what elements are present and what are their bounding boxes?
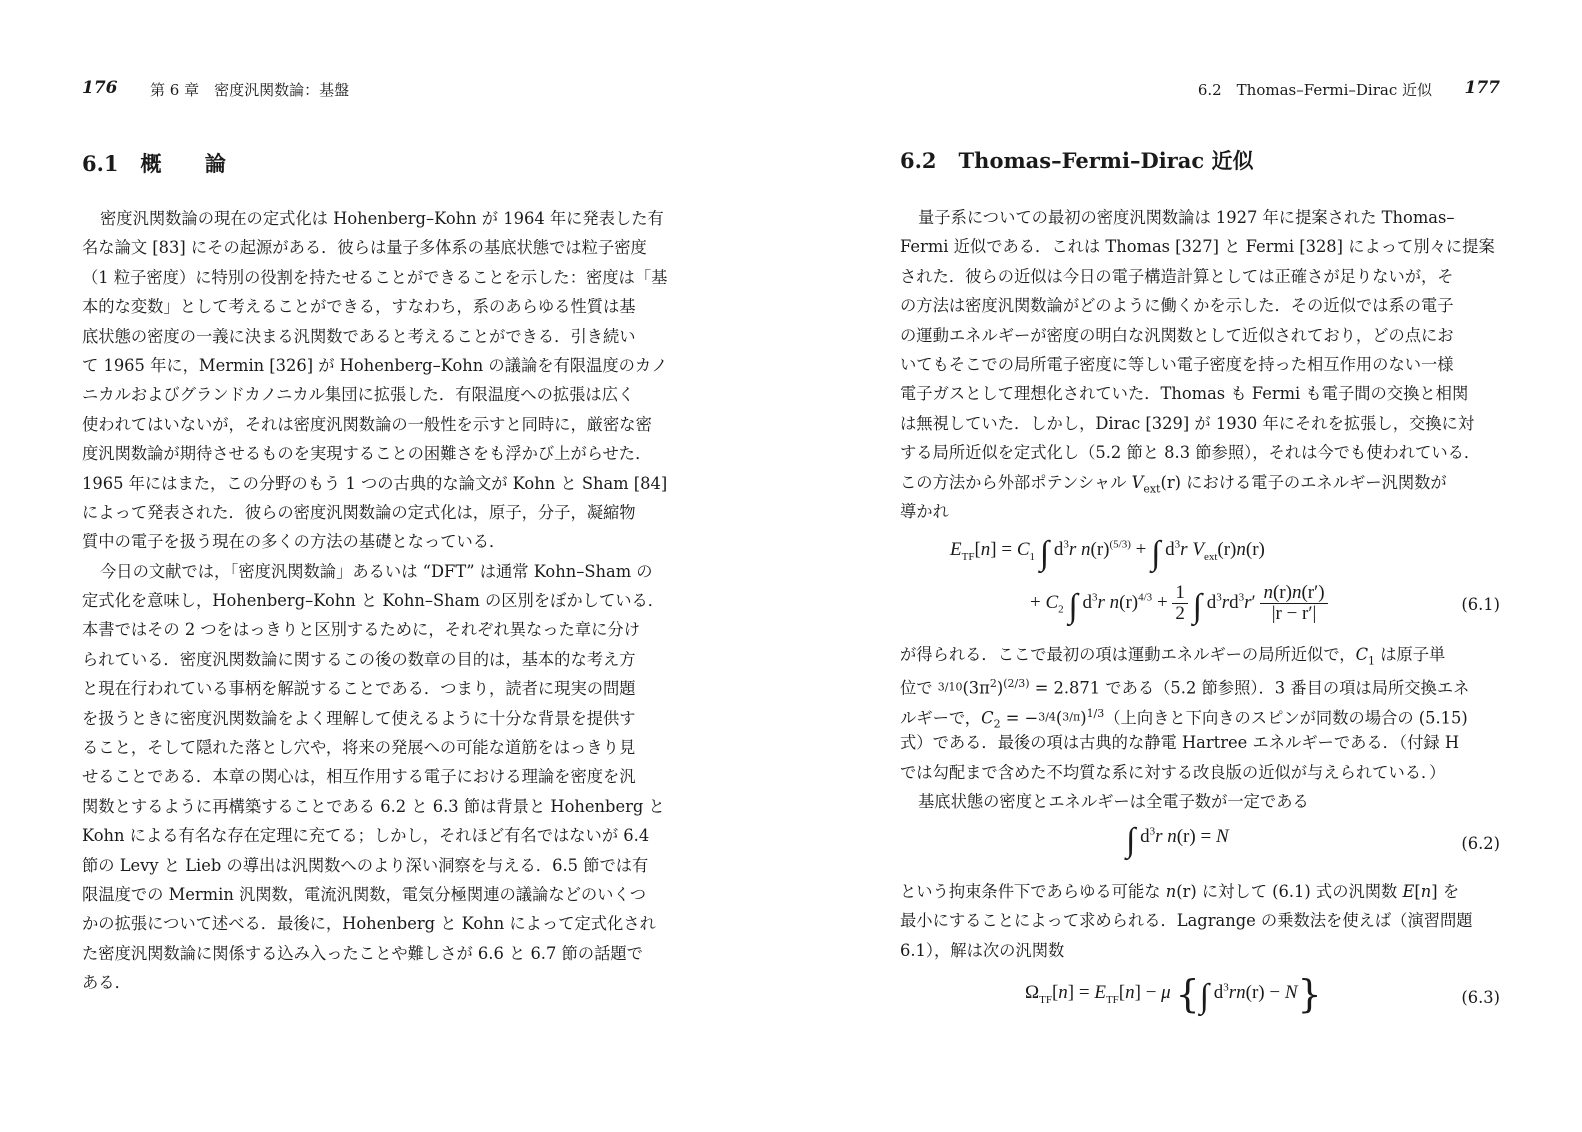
text-line: 名な論文 [83] にその起源がある．彼らは量子多体系の基底状態では粒子密度 [82,238,647,258]
fraction: $\frac{1}{2}$ [1172,583,1188,624]
section-heading-6-2 [900,145,1253,175]
text-fragment: ルギーで， [900,708,982,728]
text-line: 質中の電子を扱う現在の多くの方法の基礎となっている． [82,532,506,552]
text-line: 度汎関数論が期待させるものを実現することの困難さをも浮かび上がらせた． [82,444,652,464]
text-line: という拘束条件下であらゆる可能な n(r) に対して (6.1) 式の汎関数 E[n] を [900,882,1460,901]
text-line: 量子系についての最初の密度汎関数論は 1927 年に提案された Thomas– [918,208,1455,227]
text-fragment: に対して (6.1) 式の汎関数 [1196,882,1403,901]
running-head: 第 6 章 密度汎関数論：基盤 [150,81,350,99]
text-line: せることである．本章の関心は，相互作用する電子における理論を密度を汎 [82,767,636,787]
equation-6-3 [900,972,1500,1032]
text-line: 基底状態の密度とエネルギーは全電子数が一定である [918,791,1309,811]
fraction: $\frac{n(r)n(r')}{|r - r'|}$ [1260,583,1327,624]
text-line: この方法から外部ポテンシャル $V_{ext}(r)$ における電子のエネルギー汎関数が [900,472,1447,495]
equation-number: (6.3) [1461,988,1500,1007]
text-line: ルギーで，$C_2 = -3/4(3/\pi)^{1/3}$（上向きと下向きのスピンが同数の場合の (5.15) [900,706,1468,731]
text-line: の方法は密度汎関数論がどのように働くかを示した．その近似では系の電子 [900,296,1454,316]
right-body-text-b [900,640,1500,816]
text-line: 使われてはいないが，それは密度汎関数論の一般性を示すと同時に，厳密な密 [82,414,652,434]
text-line: た密度汎関数論に関係する込み入ったことや難しさが 6.6 と 6.7 節の話題で [82,943,643,963]
page-number: 176 [82,78,118,98]
text-line: Kohn による有名な存在定理に充てる；しかし，それほど有名ではないが 6.4 [82,826,650,846]
right-body-text-a [900,203,1500,526]
text-line: 密度汎関数論の現在の定式化は Hohenberg–Kohn が 1964 年に発表した有 [100,209,664,228]
text-line: 本的な変数」として考えることができる，すなわち，系のあらゆる性質は基 [82,297,636,317]
section-title: Thomas–Fermi–Dirac 近似 [958,148,1254,173]
text-line: 最小にすることによって求められる．Lagrange の乗数法を使えば（演習問題 [900,911,1473,931]
text-line: いてもそこでの局所電子密度に等しい電子密度を持った相互作用のない一様 [900,354,1454,374]
text-line: かの拡張について述べる．最後に，Hohenberg と Kohn によって定式化され [82,914,656,934]
text-line: 本書ではその 2 つをはっきりと区別するために，それぞれ異なった章に分け [82,620,640,640]
text-line: の運動エネルギーが密度の明白な汎関数として近似されており，どの点にお [900,325,1454,345]
text-line: 位で $3/10(3\pi^2)^{(2/3)} = 2.871$ である（5.2 節参照）．3 番目の項は局所交換エネ [900,677,1470,698]
running-head: 6.2 Thomas–Fermi–Dirac 近似 [1197,81,1432,99]
text-line: 関数とするように再構築することである 6.2 と 6.3 節は背景と Hohenberg と [82,796,665,816]
equation-number: (6.1) [1461,595,1500,614]
section-heading-6-1 [82,148,244,178]
text-line: 定式化を意味し，Hohenberg–Kohn と Kohn–Sham の区別をぼかしている． [82,591,665,611]
equation-body: $\Omega_{TF}[n] = E_{TF}[n] - \mu$ {∫ $d^3rn(r) - N$} [1025,972,1322,1016]
text-line: 電子ガスとして理想化されていた．Thomas も Fermi も電子間の交換と相関 [900,384,1469,404]
equation-number: (6.2) [1461,834,1500,853]
text-line: 導かれ [900,501,949,521]
text-fragment: 位で [900,678,938,698]
section-number: 6.2 [900,148,937,173]
text-line: と現在行われている事柄を解説することである．つまり，読者に現実の問題 [82,679,636,699]
equation-6-1 [950,535,1500,635]
text-line: ること，そして隠れた落とし穴や，将来の発展への可能な道筋をはっきり見 [82,738,636,758]
left-body-text [82,204,682,998]
text-fragment: を [1437,882,1460,901]
text-line: によって発表された．彼らの密度汎関数論の定式化は，原子，分子，凝縮物 [82,502,636,522]
right-page-header [900,78,1500,102]
right-body-text-c [900,877,1500,965]
text-line: られている．密度汎関数論に関するこの後の数章の目的は，基本的な考え方 [82,649,636,669]
equation-line-2: + $C_2$ ∫ $d^3r$ $n(r)^{4/3}$ + $\frac{1}{2}$ ∫ $d^3rd^3r'$ $\frac{n(r)n(r')}{|r - r'|}$ [1030,583,1328,626]
section-number: 6.1 [82,151,119,176]
text-line: 6.1），解は次の汎関数 [900,940,1065,960]
text-line: て 1965 年に，Mermin [326] が Hohenberg–Kohn の議論を有限温度のカノ [82,355,668,375]
text-line: ニカルおよびグランドカノニカル集団に拡張した．有限温度への拡張は広く [82,385,635,405]
text-line: 限温度での Mermin 汎関数，電流汎関数，電気分極関連の議論などのいくつ [82,884,647,904]
equation-6-2 [900,822,1500,872]
text-line: する局所近似を定式化し（5.2 節と 8.3 節参照），それは今でも使われている． [900,443,1481,463]
text-fragment: = 2.871 である（5.2 節参照）．3 番目の項は局所交換エネ [1029,678,1470,698]
text-line: された．彼らの近似は今日の電子構造計算としては正確さが足りないが，そ [900,266,1454,286]
text-fragment: この方法から外部ポテンシャル [900,472,1132,492]
text-line: （1 粒子密度）に特別の役割を持たせることができることを示した：密度は「基 [82,267,668,287]
text-fragment: （上向きと下向きのスピンが同数の場合の (5.15) [1104,708,1468,728]
text-line: が得られる．ここで最初の項は運動エネルギーの局所近似で，$C_1$ は原子単 [900,645,1446,668]
section-title: 概 論 [140,151,244,176]
text-line: を扱うときに密度汎関数論をよく理解して使えるように十分な背景を提供す [82,708,636,728]
text-line: では勾配まで含めた不均質な系に対する改良版の近似が与えられている．） [900,762,1446,782]
text-line: ある． [82,973,131,993]
text-fragment: が得られる．ここで最初の項は運動エネルギーの局所近似で， [900,645,1356,664]
text-line: 今日の文献では，「密度汎関数論」あるいは “DFT” は通常 Kohn–Sham の [100,561,653,581]
text-line: 式）である．最後の項は古典的な静電 Hartree エネルギーである．（付録 H [900,733,1460,753]
equation-body: ∫ $d^3r$ n(r) = N [1126,822,1229,859]
text-line: は無視していた．しかし，Dirac [329] が 1930 年にそれを拡張し，交換に対 [900,413,1475,433]
text-line: 1965 年にはまた，この分野のもう 1 つの古典的な論文が Kohn と Sham [84] [82,473,668,493]
text-line: Fermi 近似である．これは Thomas [327] と Fermi [328] によって別々に提案 [900,237,1495,257]
page-number: 177 [1464,78,1500,98]
text-line: 底状態の密度の一義に決まる汎関数であると考えることができる．引き続い [82,326,636,346]
text-fragment: は原子単 [1375,645,1446,664]
text-line: 節の Levy と Lieb の導出は汎関数へのより深い洞察を与える．6.5 節では有 [82,855,649,875]
equation-line-1: $E_{TF}[n] = C_1$ ∫ $d^3r$ $n(r)^{(5/3)}$ + ∫ $d^3r$ $V_{ext}(r)n(r)$ [950,535,1265,572]
text-fragment: における電子のエネルギー汎関数が [1180,472,1447,492]
text-fragment: という拘束条件下であらゆる可能な [900,882,1166,901]
left-page-header [82,78,682,102]
